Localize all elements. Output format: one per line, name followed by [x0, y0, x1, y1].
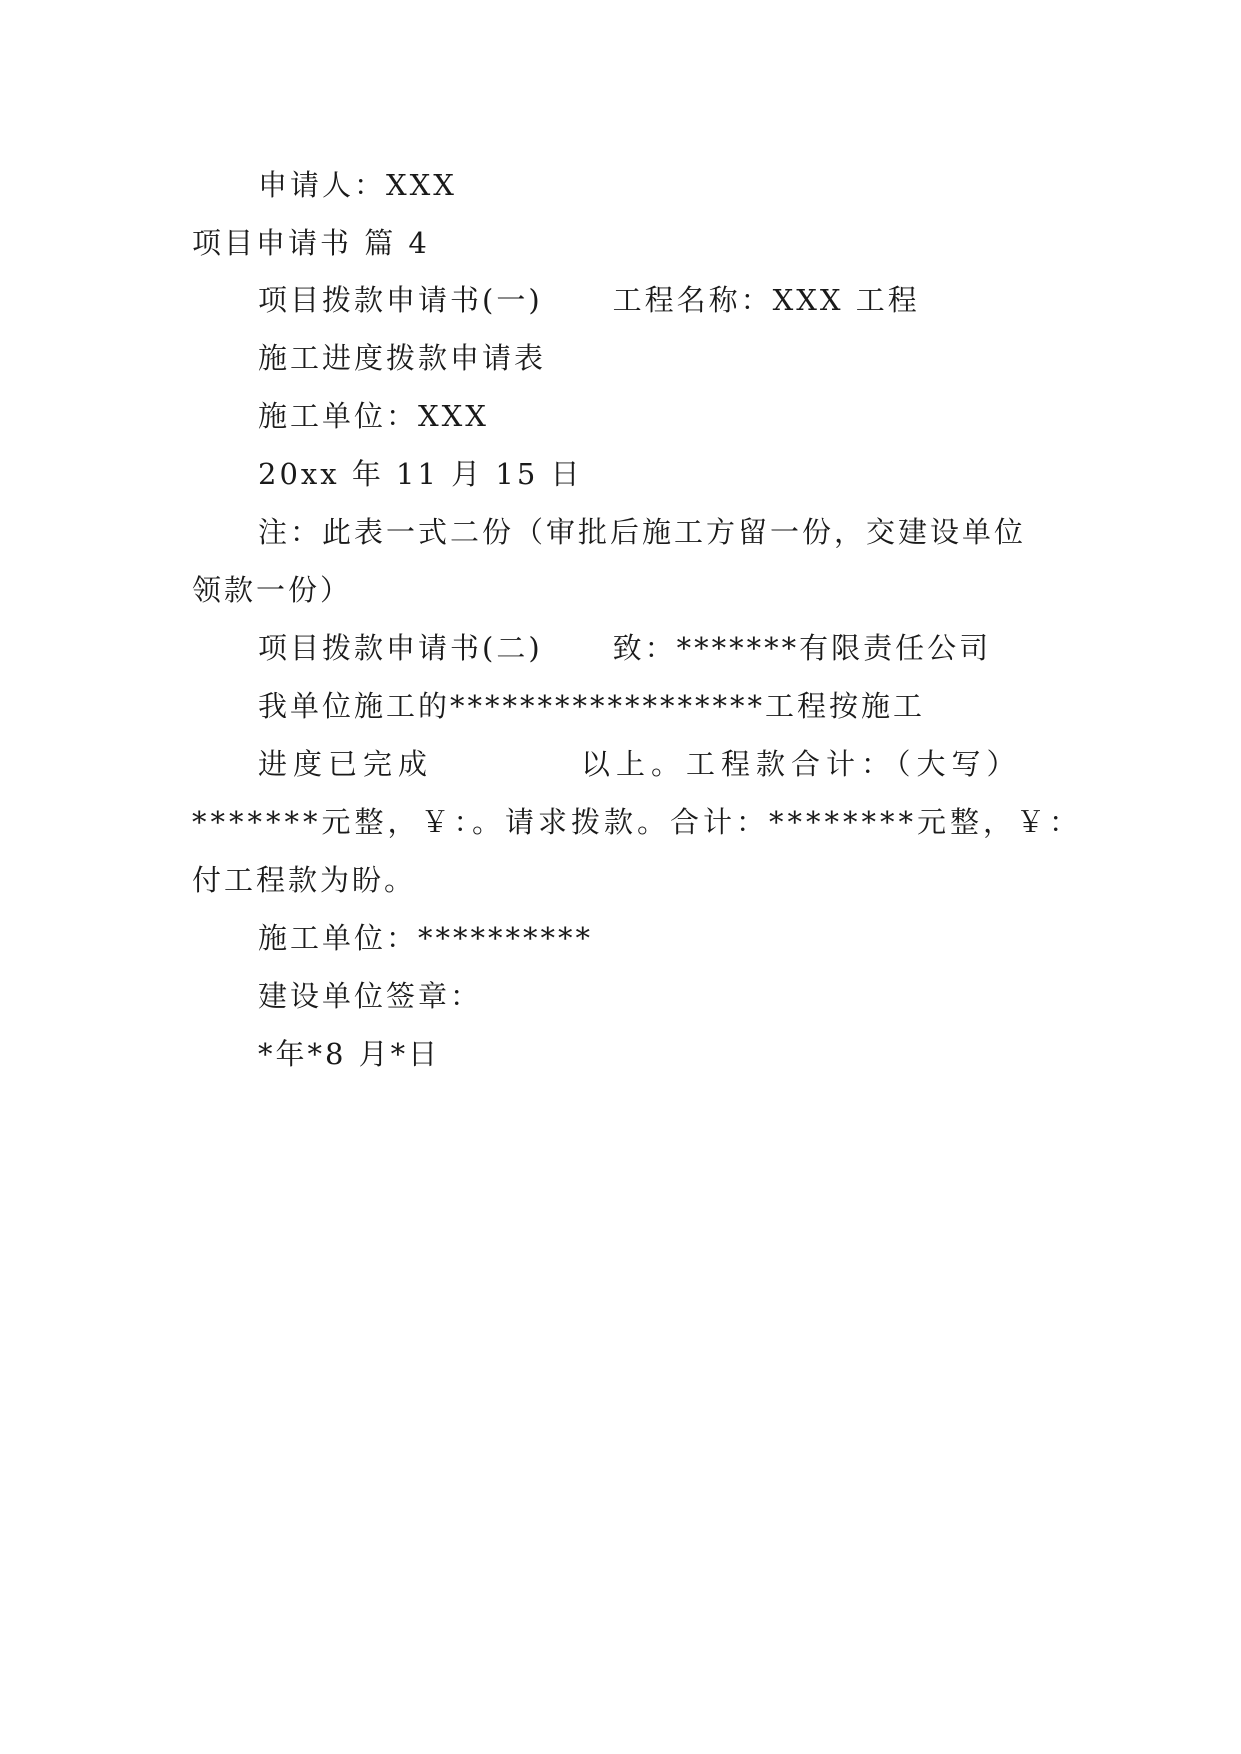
progress-form-title: 施工进度拨款申请表 [258, 341, 547, 375]
book1-project-name: 工程名称：XXX 工程 [612, 283, 920, 317]
body-line-2-end: 以上。工程款合计：（大写） [581, 747, 1022, 781]
date-line-2: *年*8 月*日 [258, 1037, 441, 1071]
book2-title: 项目拨款申请书(二) [258, 631, 543, 665]
book1-header-line [258, 283, 920, 317]
section-heading: 项目申请书 篇 4 [192, 226, 430, 260]
body-line-4: 付工程款为盼。 [192, 863, 417, 897]
construction-unit-line-1: 施工单位：XXX [258, 399, 489, 433]
body-line-2 [258, 747, 1022, 781]
book1-title: 项目拨款申请书(一) [258, 283, 543, 317]
note-line-1: 注：此表一式二份（审批后施工方留一份，交建设单位 [258, 515, 1027, 549]
note-line-2: 领款一份） [192, 573, 353, 607]
body-line-1: 我单位施工的******************工程按施工 [258, 689, 926, 723]
body-line-2-start: 进度已完成 [258, 747, 434, 781]
owner-signature-line: 建设单位签章： [258, 979, 483, 1013]
book2-header-line [258, 631, 992, 665]
body-line-3: *******元整，￥：。请求拨款。合计：********元整，￥： [192, 805, 1083, 839]
construction-unit-line-2: 施工单位：********** [258, 921, 594, 955]
applicant-line: 申请人：XXX [258, 168, 457, 202]
book2-recipient: 致：*******有限责任公司 [612, 631, 992, 665]
date-line-1: 20xx 年 11 月 15 日 [258, 457, 583, 491]
